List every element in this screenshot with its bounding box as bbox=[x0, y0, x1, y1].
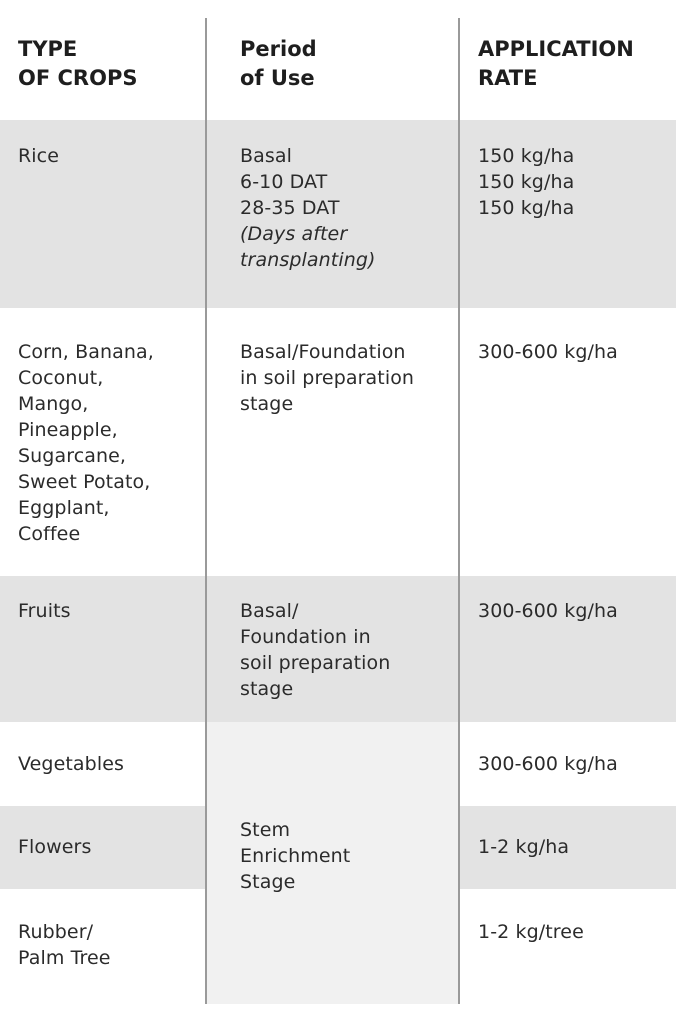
table-row-corn-crop: Corn, Banana, Coconut, Mango, Pineapple, Sugarcane, Sweet Potato, Eggplant, Coffee bbox=[18, 341, 154, 545]
header-application-rate: APPLICATION RATE bbox=[478, 37, 634, 90]
column-divider-2 bbox=[458, 18, 460, 1004]
table-row-corn-period: Basal/Foundation in soil preparation stage bbox=[240, 341, 415, 415]
table-row-flowers-rate: 1-2 kg/ha bbox=[478, 836, 570, 858]
table-row-rice-crop: Rice bbox=[18, 145, 60, 167]
table-row-rice-period: Basal 6-10 DAT 28-35 DAT (Days after transplanting) bbox=[240, 145, 376, 271]
table-row-flowers-crop: Flowers bbox=[18, 836, 92, 858]
table-row-vegetables-rate: 300-600 kg/ha bbox=[478, 753, 618, 775]
header-type-of-crops: TYPE OF CROPS bbox=[18, 37, 138, 90]
table-row-fruits-rate: 300-600 kg/ha bbox=[478, 600, 618, 622]
column-divider-1 bbox=[205, 18, 207, 1004]
table-row-rubber-crop: Rubber/ Palm Tree bbox=[18, 921, 111, 969]
header-period-of-use: Period of Use bbox=[240, 37, 317, 90]
table-row-rice-rate: 150 kg/ha 150 kg/ha 150 kg/ha bbox=[478, 145, 575, 219]
table-row-corn-rate: 300-600 kg/ha bbox=[478, 341, 618, 363]
table-row-fruits-crop: Fruits bbox=[18, 600, 71, 622]
merged-period-stem-enrichment: Stem Enrichment Stage bbox=[240, 819, 351, 893]
table-row-vegetables-crop: Vegetables bbox=[18, 753, 124, 775]
table-row-fruits-period: Basal/ Foundation in soil preparation stage bbox=[240, 600, 391, 700]
table-row-rubber-rate: 1-2 kg/tree bbox=[478, 921, 584, 943]
